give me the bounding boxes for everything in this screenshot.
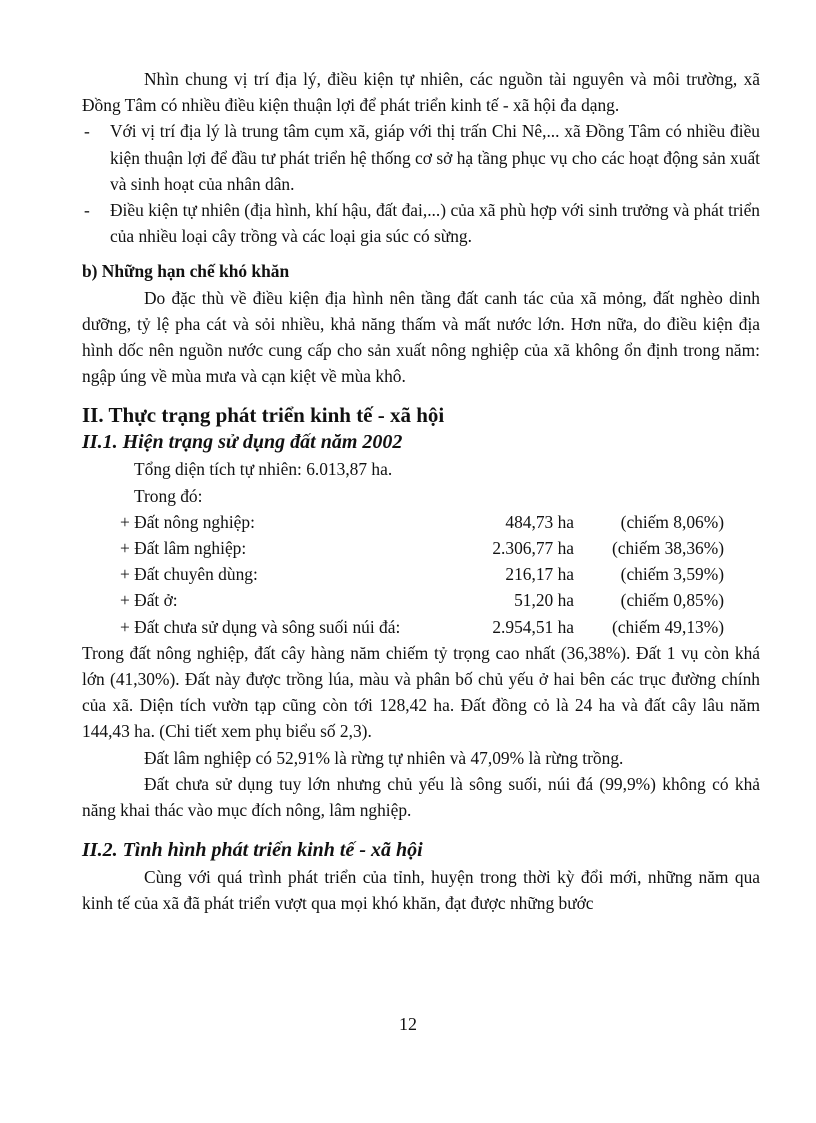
land-use-label: + Đất chưa sử dụng và sông suối núi đá: bbox=[120, 616, 401, 637]
land-use-share: (chiếm 8,06%) bbox=[620, 511, 724, 532]
bullet-marker: - bbox=[84, 200, 90, 221]
land-use-row bbox=[82, 614, 760, 640]
advantage-item bbox=[82, 197, 760, 249]
forest-land-paragraph: Đất lâm nghiệp có 52,91% là rừng tự nhiên và 47,09% là rừng trồng. bbox=[144, 747, 624, 768]
page-number: 12 bbox=[399, 1014, 417, 1034]
land-use-area: 2.954,51 ha bbox=[492, 616, 574, 637]
subsection-heading-land-use: II.1. Hiện trạng sử dụng đất năm 2002 bbox=[82, 431, 403, 454]
bullet-marker: - bbox=[84, 121, 90, 142]
subsection-heading-socioeconomic: II.2. Tình hình phát triển kinh tế - xã hội bbox=[82, 839, 423, 862]
land-use-share: (chiếm 3,59%) bbox=[620, 564, 724, 585]
land-use-row bbox=[82, 587, 760, 613]
agri-land-paragraph: Trong đất nông nghiệp, đất cây hàng năm chiếm tỷ trọng cao nhất (36,38%). Đất 1 vụ còn khá lớn (41,30%). Đất này được trồng lúa, màu và phân bố chủ yếu ở hai bên các trục đường chính của xã. Diện tích vườn tạp cũng còn tới 128,42 ha. Đất đồng cỏ là 24 ha và đất cây lâu năm 144,43 ha. (Chi tiết xem phụ biểu số 2,3). bbox=[82, 642, 760, 742]
land-use-label: + Đất lâm nghiệp: bbox=[120, 538, 247, 559]
land-use-area: 51,20 ha bbox=[514, 590, 574, 611]
document-page bbox=[82, 66, 760, 917]
land-use-row bbox=[82, 509, 760, 535]
land-use-area: 484,73 ha bbox=[505, 511, 574, 532]
land-use-area: 216,17 ha bbox=[505, 564, 574, 585]
land-use-row bbox=[82, 561, 760, 587]
advantage-item bbox=[82, 118, 760, 197]
limitations-paragraph: Do đặc thù về điều kiện địa hình nên tầng đất canh tác của xã mỏng, đất nghèo dinh dưỡng, tỷ lệ pha cát và sỏi nhiều, khả năng thấm và mất nước lớn. Hơn nữa, do điều kiện địa hình dốc nên nguồn nước cung cấp cho sản xuất nông nghiệp của xã không ổn định trong năm: ngập úng về mùa mưa và cạn kiệt về mùa khô. bbox=[82, 287, 760, 387]
section-heading: II. Thực trạng phát triển kinh tế - xã hội bbox=[82, 403, 445, 428]
limitations-heading: b) Những hạn chế khó khăn bbox=[82, 261, 290, 282]
advantage-text: Với vị trí địa lý là trung tâm cụm xã, giáp với thị trấn Chi Nê,... xã Đồng Tâm có nhiều điều kiện thuận lợi để đầu tư phát triển hệ thống cơ sở hạ tầng phục vụ cho các hoạt động sản xuất và sinh hoạt của nhân dân. bbox=[110, 121, 760, 194]
land-use-area: 2.306,77 ha bbox=[492, 538, 574, 559]
unused-land-paragraph: Đất chưa sử dụng tuy lớn nhưng chủ yếu là sông suối, núi đá (99,9%) không có khả năng khai thác vào mục đích nông, lâm nghiệp. bbox=[82, 773, 760, 821]
land-use-label: + Đất chuyên dùng: bbox=[120, 564, 258, 585]
land-use-share: (chiếm 0,85%) bbox=[620, 590, 724, 611]
of-which-label: Trong đó: bbox=[134, 485, 203, 506]
socioeconomic-paragraph: Cùng với quá trình phát triển của tỉnh, huyện trong thời kỳ đổi mới, những năm qua kinh tế của xã đã phát triển vượt qua mọi khó khăn, đạt được những bước bbox=[82, 867, 760, 914]
land-use-row bbox=[82, 535, 760, 561]
land-use-label: + Đất nông nghiệp: bbox=[120, 511, 255, 532]
total-area: Tổng diện tích tự nhiên: 6.013,87 ha. bbox=[134, 459, 393, 480]
intro-paragraph: Nhìn chung vị trí địa lý, điều kiện tự nhiên, các nguồn tài nguyên và môi trường, xã Đồng Tâm có nhiều điều kiện thuận lợi để phát triển kinh tế - xã hội đa dạng. bbox=[82, 69, 760, 116]
land-use-label: + Đất ở: bbox=[120, 590, 178, 611]
land-use-share: (chiếm 49,13%) bbox=[611, 616, 724, 637]
land-use-share: (chiếm 38,36%) bbox=[611, 538, 724, 559]
advantage-text: Điều kiện tự nhiên (địa hình, khí hậu, đất đai,...) của xã phù hợp với sinh trưởng và phát triển của nhiều loại cây trồng và các loại gia súc có sừng. bbox=[110, 200, 760, 247]
